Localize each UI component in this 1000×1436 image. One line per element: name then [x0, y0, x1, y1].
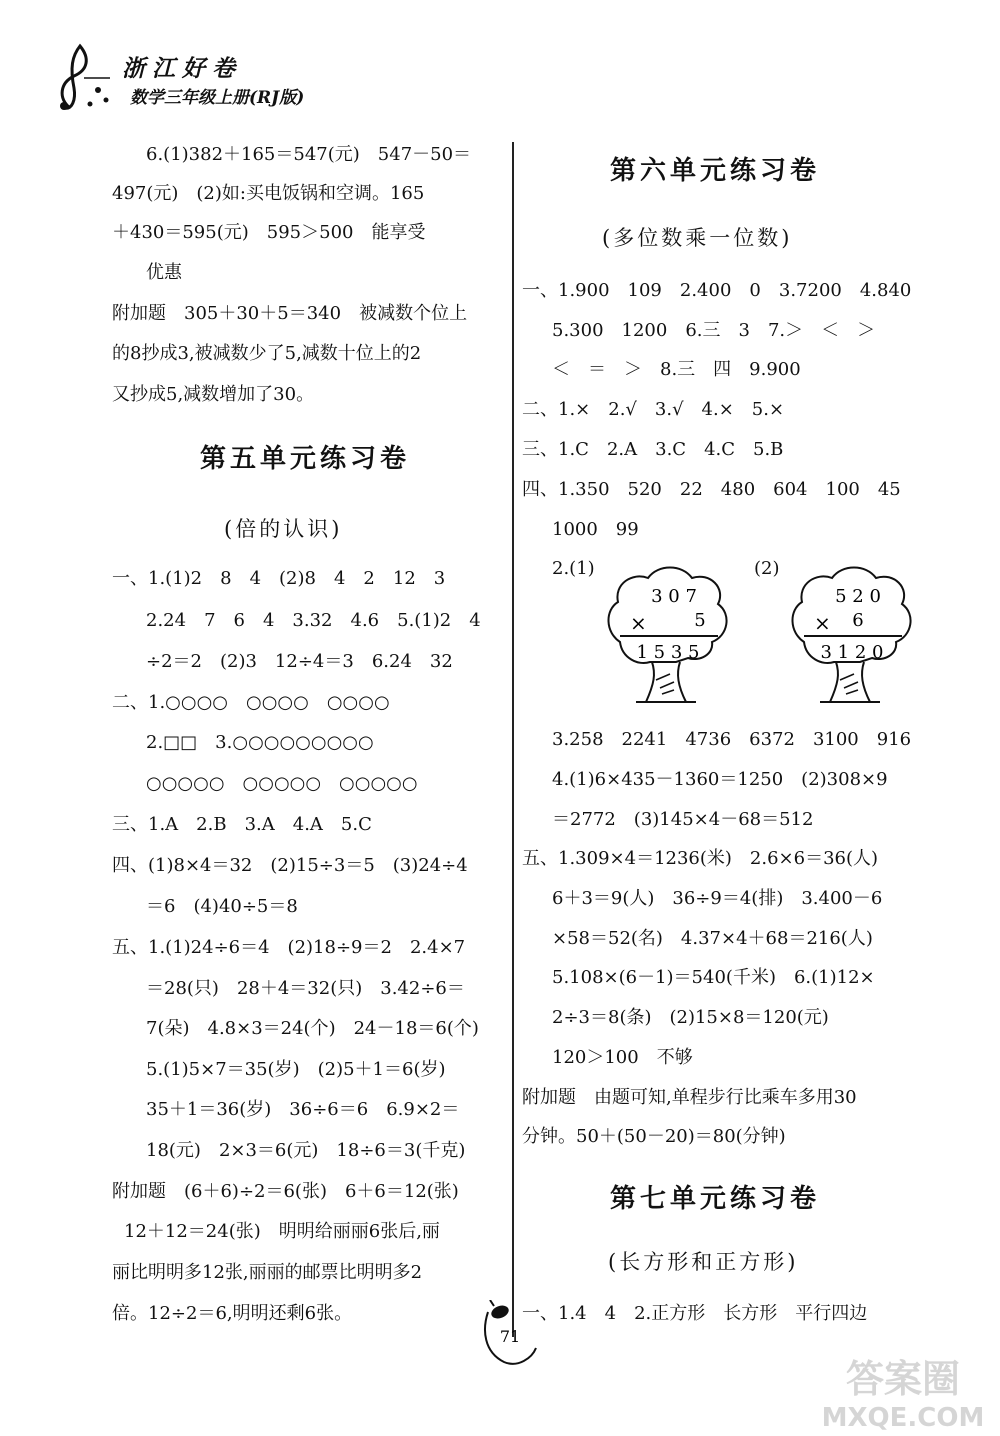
answer-line: 一、1.900 109 2.400 0 3.7200 4.840	[522, 280, 912, 301]
answer-line: 三、1.C 2.A 3.C 4.C 5.B	[522, 439, 784, 460]
answer-line: 2.(1)	[552, 558, 595, 579]
answer-line: 35＋1＝36(岁) 36÷6＝6 6.9×2＝	[146, 1099, 460, 1120]
answer-line: 倍。12÷2＝6,明明还剩6张。	[112, 1303, 353, 1324]
tree1-multiply-sign: ×	[630, 611, 647, 635]
unit6-title: 第六单元练习卷	[610, 156, 821, 186]
answer-line: 3.258 2241 4736 6372 3100 916	[552, 729, 912, 750]
answer-line: ÷2＝2 (2)3 12÷4＝3 6.24 32	[146, 651, 453, 672]
watermark-text-bottom: MXQE.COM	[821, 1403, 985, 1432]
answer-line: 二、1.× 2.√ 3.√ 4.× 5.×	[522, 399, 785, 420]
answer-line: 的8抄成3,被减数少了5,减数十位上的2	[112, 343, 422, 364]
answer-line: 五、1.(1)24÷6＝4 (2)18÷9＝2 2.4×7	[112, 937, 466, 958]
answer-line: ＜ ＝ ＞ 8.三 四 9.900	[552, 359, 801, 380]
tree1-result: 1 5 3 5	[636, 642, 700, 663]
answer-line: ＝2772 (3)145×4－68＝512	[552, 809, 814, 830]
unit5-title: 第五单元练习卷	[200, 444, 411, 474]
answer-line: ＝28(只) 28＋4＝32(只) 3.42÷6＝	[146, 978, 465, 999]
answer-line: 四、1.350 520 22 480 604 100 45	[522, 479, 901, 500]
unit6-subtitle: (多位数乘一位数)	[602, 226, 793, 250]
tree1-top-number: 3 0 7	[651, 586, 697, 607]
answer-line: 120＞100 不够	[552, 1047, 693, 1068]
tree1-factor: 5	[694, 610, 706, 631]
answer-line: (2)	[754, 558, 780, 579]
answer-line: 又抄成5,减数增加了30。	[112, 384, 315, 405]
answer-line: 分钟。50＋(50－20)＝80(分钟)	[522, 1126, 786, 1147]
answer-line: 附加题 305＋30＋5＝340 被减数个位上	[112, 303, 468, 324]
answer-line: 二、1.○○○○ ○○○○ ○○○○	[112, 692, 390, 713]
answer-line: 三、1.A 2.B 3.A 4.A 5.C	[112, 814, 372, 835]
answer-line: 6＋3＝9(人) 36÷9＝4(排) 3.400－6	[552, 888, 883, 909]
answer-line: ＋430＝595(元) 595＞500 能享受	[112, 222, 426, 243]
answer-line: 2.24 7 6 4 3.32 4.6 5.(1)2 4	[146, 610, 481, 631]
answer-line: 丽比明明多12张,丽丽的邮票比明明多2	[112, 1262, 423, 1283]
answer-line: 4.(1)6×435－1360＝1250 (2)308×9	[552, 769, 888, 790]
book-brand: 浙江好卷	[122, 55, 242, 82]
answer-line: 497(元) (2)如:买电饭锅和空调。165	[112, 183, 425, 204]
answer-line: 18(元) 2×3＝6(元) 18÷6＝3(千克)	[146, 1140, 466, 1161]
answer-line: ＝6 (4)40÷5＝8	[146, 896, 298, 917]
unit5-subtitle: (倍的认识)	[224, 517, 343, 541]
watermark-text-top: 答案圈	[845, 1357, 961, 1401]
answer-line: 6.(1)382＋165＝547(元) 547－50＝	[146, 144, 472, 165]
tree2-top-number: 5 2 0	[835, 586, 881, 607]
answer-line: 5.108×(6－1)＝540(千米) 6.(1)12×	[552, 967, 875, 988]
tree-multiplication-2	[784, 562, 914, 712]
answer-line: ○○○○○ ○○○○○ ○○○○○	[146, 773, 418, 794]
tree2-factor: 6	[852, 610, 864, 631]
answer-line: 7(朵) 4.8×3＝24(个) 24－18＝6(个)	[146, 1018, 479, 1039]
answer-line: 5.(1)5×7＝35(岁) (2)5＋1＝6(岁)	[146, 1059, 446, 1080]
book-subtitle: 数学三年级上册(RJ版)	[130, 88, 305, 108]
answer-line: ×58＝52(名) 4.37×4＋68＝216(人)	[552, 928, 873, 949]
answer-line: 12＋12＝24(张) 明明给丽丽6张后,丽	[124, 1221, 440, 1242]
answer-line: 五、1.309×4＝1236(米) 2.6×6＝36(人)	[522, 848, 879, 869]
answer-line: 附加题 (6＋6)÷2＝6(张) 6＋6＝12(张)	[112, 1181, 459, 1202]
answer-line: 四、(1)8×4＝32 (2)15÷3＝5 (3)24÷4	[112, 855, 468, 876]
column-divider	[512, 142, 514, 1337]
answer-line: 一、1.4 4 2.正方形 长方形 平行四边	[522, 1303, 868, 1324]
page-header	[40, 38, 360, 118]
tree2-result: 3 1 2 0	[820, 642, 884, 663]
tree2-multiply-sign: ×	[814, 611, 831, 635]
answer-line: 优惠	[146, 262, 182, 283]
answer-line: 5.300 1200 6.三 3 7.＞ ＜ ＞	[552, 320, 876, 341]
watermark-logo	[808, 1352, 998, 1432]
answer-line: 2÷3＝8(条) (2)15×8＝120(元)	[552, 1007, 829, 1028]
answer-line: 一、1.(1)2 8 4 (2)8 4 2 12 3	[112, 568, 446, 589]
unit7-title: 第七单元练习卷	[610, 1184, 821, 1214]
page-number: 71	[499, 1327, 521, 1346]
unit7-subtitle: (长方形和正方形)	[608, 1250, 799, 1274]
answer-line: 附加题 由题可知,单程步行比乘车多用30	[522, 1087, 857, 1108]
page-number-badge	[474, 1300, 544, 1370]
tree-multiplication-1	[600, 562, 730, 712]
page-number-ornament-icon	[474, 1300, 544, 1370]
answer-line: 2.□□ 3.○○○○○○○○○	[146, 732, 374, 753]
music-clef-icon	[40, 38, 120, 118]
answer-line: 1000 99	[552, 519, 639, 540]
